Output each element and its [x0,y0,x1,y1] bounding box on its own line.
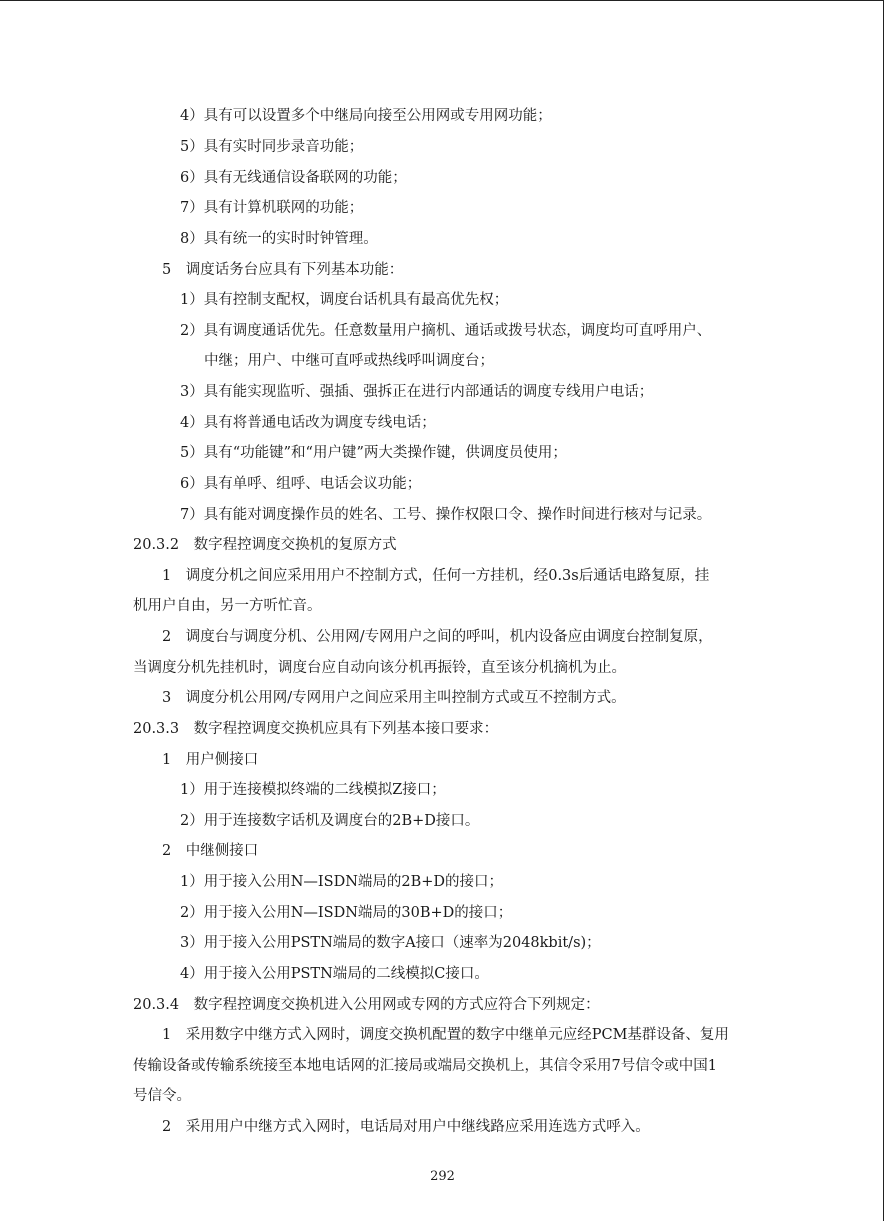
text-line: 6）具有无线通信设备联网的功能； [180,170,407,186]
text-line: 机用户自由，另一方听忙音。 [133,598,322,614]
text-line: 2）用于连接数字话机及调度台的2B+D接口。 [180,813,480,829]
text-line: 1 采用数字中继方式入网时，调度交换机配置的数字中继单元应经PCM基群设备、复用 [162,1027,729,1043]
text-line: 5）具有实时同步录音功能； [180,139,364,155]
text-line: 2）用于接入公用N—ISDN端局的30B+D的接口； [180,905,513,921]
page-border-right [883,0,884,1221]
clause-heading: 1 用户侧接口 [162,752,259,768]
section-heading: 20.3.3 数字程控调度交换机应具有下列基本接口要求： [133,721,499,737]
section-heading: 20.3.4 数字程控调度交换机进入公用网或专网的方式应符合下列规定： [133,997,600,1013]
text-line: 5）具有“功能键”和“用户键”两大类操作键，供调度员使用； [180,445,567,461]
text-line: 4）具有可以设置多个中继局向接至公用网或专用网功能； [180,108,552,124]
text-line: 2 采用用户中继方式入网时，电话局对用户中继线路应采用连选方式呼入。 [162,1119,650,1135]
page-border-top [0,0,883,1]
text-line: 6）具有单呼、组呼、电话会议功能； [180,476,422,492]
clause-heading: 2 中继侧接口 [162,843,259,859]
text-line: 1）用于连接模拟终端的二线模拟Z接口； [180,782,446,798]
text-line: 8）具有统一的实时时钟管理。 [180,231,378,247]
text-line: 7）具有能对调度操作员的姓名、工号、操作权限口令、操作时间进行核对与记录。 [180,507,712,523]
text-line: 3）具有能实现监听、强插、强拆正在进行内部通话的调度专线用户电话； [180,384,654,400]
text-line: 3 调度分机公用网/专网用户之间应采用主叫控制方式或互不控制方式。 [162,690,626,706]
text-line: 号信令。 [133,1088,191,1104]
text-line: 当调度分机先挂机时，调度台应自动向该分机再振铃，直至该分机摘机为止。 [133,660,626,676]
text-line: 3）用于接入公用PSTN端局的数字A接口（速率为2048kbit/s)； [180,935,601,951]
text-line: 4）具有将普通电话改为调度专线电话； [180,415,436,431]
text-line: 7）具有计算机联网的功能； [180,200,364,216]
text-line: 传输设备或传输系统接至本地电话网的汇接局或端局交换机上，其信令采用7号信令或中国1 [133,1058,717,1074]
text-line: 1）具有控制支配权，调度台话机具有最高优先权； [180,292,509,308]
text-line: 中继；用户、中继可直呼或热线呼叫调度台； [204,353,494,369]
text-line: 2 调度台与调度分机、公用网/专网用户之间的呼叫，机内设备应由调度台控制复原， [162,629,713,645]
text-line: 1 调度分机之间应采用用户不控制方式，任何一方挂机，经0.3s后通话电路复原，挂 [162,568,710,584]
clause-heading: 5 调度话务台应具有下列基本功能： [162,262,404,278]
page-number: 292 [430,1169,455,1184]
section-heading: 20.3.2 数字程控调度交换机的复原方式 [133,537,397,553]
text-line: 4）用于接入公用PSTN端局的二线模拟C接口。 [180,966,489,982]
text-line: 2）具有调度通话优先。任意数量用户摘机、通话或拨号状态，调度均可直呼用户、 [180,323,712,339]
text-line: 1）用于接入公用N—ISDN端局的2B+D的接口； [180,874,504,890]
